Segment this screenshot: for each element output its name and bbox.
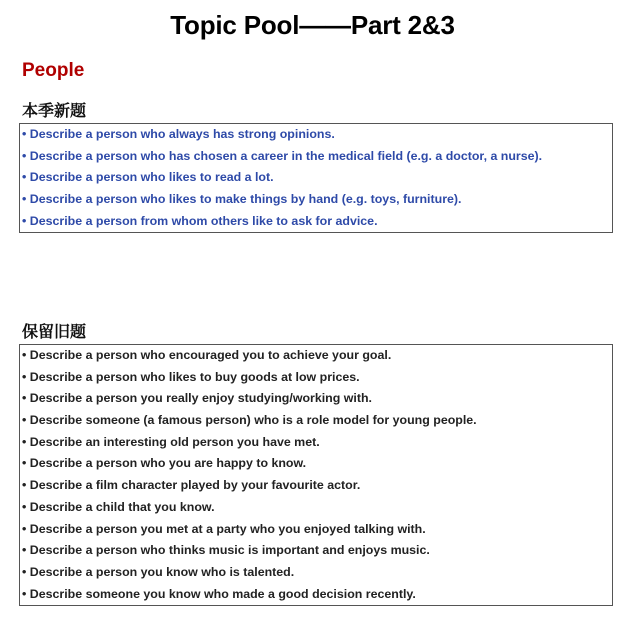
new-topic-item: • Describe a person who always has strong opinions. (22, 127, 335, 141)
retained-topic-item: • Describe a person you really enjoy studying/working with. (22, 391, 372, 406)
new-topic-item: • Describe a person who likes to make things by hand (e.g. toys, furniture). (22, 192, 462, 207)
new-topics-heading: 本季新题 (22, 103, 87, 120)
retained-topics-box (19, 344, 613, 606)
section-heading-people: People (22, 60, 85, 81)
retained-topic-item: • Describe a film character played by your favourite actor. (22, 478, 361, 493)
retained-topic-item: • Describe a person who you are happy to know. (22, 456, 307, 471)
retained-topic-item: • Describe a child that you know. (22, 499, 215, 514)
retained-topic-item: • Describe a person you met at a party who you enjoyed talking with. (22, 521, 426, 536)
retained-topic-item: • Describe a person who encouraged you to achieve your goal. (22, 348, 392, 362)
retained-topic-item: • Describe a person who likes to buy goods at low prices. (22, 369, 360, 384)
page-title: Topic Pool——Part 2&3 (170, 10, 455, 40)
new-topic-item: • Describe a person from whom others like to ask for advice. (22, 213, 378, 228)
retained-topic-item: • Describe someone (a famous person) who is a role model for young people. (22, 413, 477, 428)
new-topics-box (19, 123, 613, 233)
retained-topic-item: • Describe a person you know who is talented. (22, 564, 295, 579)
retained-topic-item: • Describe a person who thinks music is important and enjoys music. (22, 543, 430, 558)
retained-topics-heading: 保留旧题 (22, 324, 87, 341)
new-topic-item: • Describe a person who likes to read a lot. (22, 170, 274, 185)
new-topic-item: • Describe a person who has chosen a career in the medical field (e.g. a doctor, a nurse). (22, 148, 543, 163)
retained-topic-item: • Describe someone you know who made a good decision recently. (22, 586, 416, 601)
retained-topic-item: • Describe an interesting old person you have met. (22, 434, 320, 449)
